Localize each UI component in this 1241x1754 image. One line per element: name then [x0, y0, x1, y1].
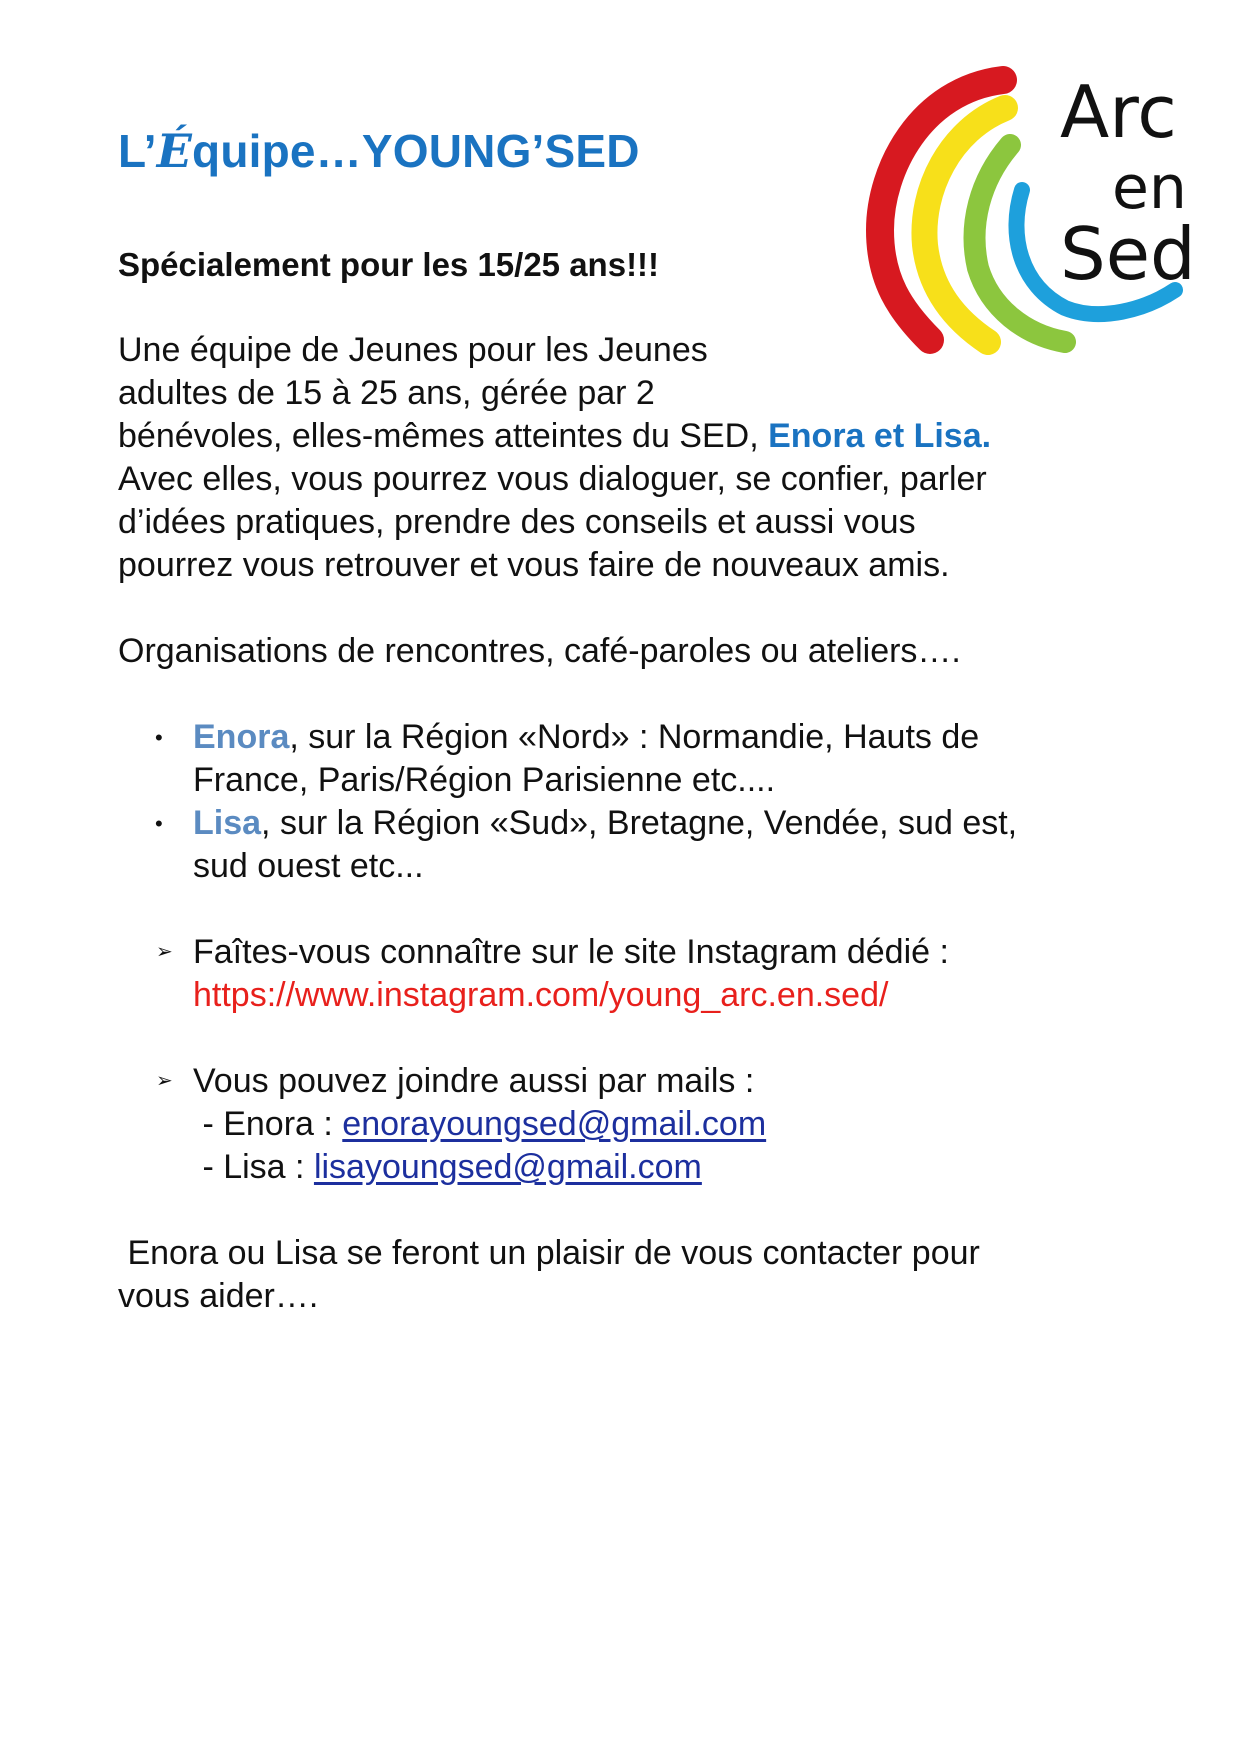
instagram-link[interactable] [193, 974, 888, 1017]
mail-item-enora [193, 1103, 766, 1146]
intro-line-text: bénévoles, elles-mêmes atteintes du SED, [118, 417, 769, 455]
intro-line: pourrez vous retrouver et vous faire de nouveaux amis. [118, 546, 950, 584]
region-item-enora [193, 716, 979, 759]
intro-names: Enora et Lisa. [768, 417, 992, 455]
page-title [118, 124, 640, 178]
region-name: Enora [193, 718, 290, 756]
arrow-bullet-icon: ➢ [156, 1070, 173, 1092]
region-item-enora-cont: France, Paris/Région Parisienne etc.... [193, 761, 776, 799]
organisations-text [118, 630, 961, 673]
logo-text-sed: Sed [1060, 212, 1196, 296]
region-name: Lisa [193, 804, 262, 842]
closing-line: Enora ou Lisa se feront un plaisir de vous contacter pour [118, 1234, 980, 1272]
instagram-text: Faîtes-vous connaître sur le site Instagram dédié : [193, 933, 949, 971]
title-fancy-letter: É [156, 124, 193, 178]
title-prefix: L’ [118, 125, 157, 177]
logo-text-en: en [1112, 153, 1187, 223]
mail-label: - Lisa : [193, 1148, 314, 1186]
bullet-icon: • [155, 811, 163, 836]
intro-line: Une équipe de Jeunes pour les Jeunes [118, 331, 708, 369]
region-item-lisa [193, 802, 1017, 845]
lisa-email-link[interactable]: lisayoungsed@gmail.com [313, 1148, 702, 1186]
intro-line: Avec elles, vous pourrez vous dialoguer, se confier, parler [118, 460, 987, 498]
intro-line: adultes de 15 à 25 ans, gérée par 2 [118, 374, 655, 412]
arrow-bullet-icon: ➢ [156, 941, 173, 963]
bullet-icon: • [155, 725, 163, 750]
intro-line [118, 415, 991, 458]
logo-text-arc: Arc [1060, 70, 1177, 154]
mails-intro: Vous pouvez joindre aussi par mails : [193, 1062, 755, 1100]
title-suffix: quipe…YOUNG’SED [192, 125, 640, 177]
region-item-lisa-cont: sud ouest etc... [193, 847, 424, 885]
closing-line: vous aider…. [118, 1277, 319, 1315]
region-text: , sur la Région «Sud», Bretagne, Vendée, sud est, [261, 804, 1018, 842]
organisations-line: Organisations de rencontres, café-paroles ou ateliers…. [118, 632, 961, 670]
intro-line: d’idées pratiques, prendre des conseils et aussi vous [118, 503, 916, 541]
mail-label: - Enora : [193, 1105, 343, 1143]
intro-paragraph [118, 329, 991, 587]
closing-paragraph [118, 1232, 980, 1318]
instagram-url[interactable]: https://www.instagram.com/young_arc.en.sed/ [193, 976, 889, 1014]
subtitle: Spécialement pour les 15/25 ans!!! [118, 246, 660, 283]
enora-email-link[interactable]: enorayoungsed@gmail.com [342, 1105, 767, 1143]
mail-item-lisa [193, 1146, 702, 1189]
region-text: , sur la Région «Nord» : Normandie, Hauts de [289, 718, 980, 756]
